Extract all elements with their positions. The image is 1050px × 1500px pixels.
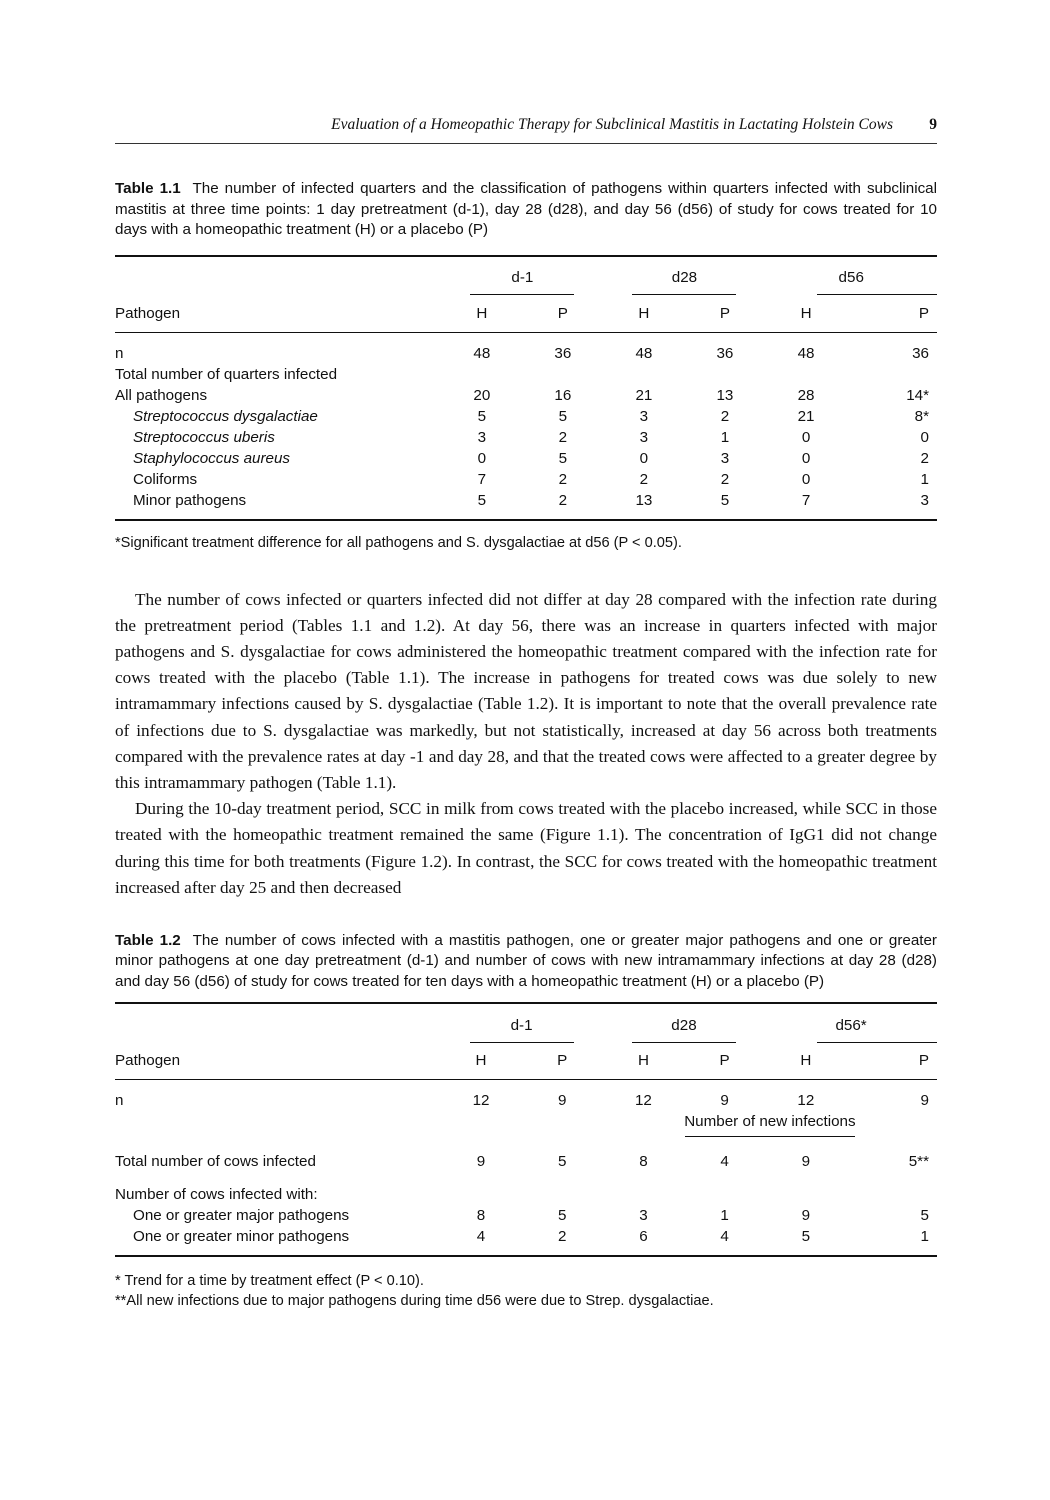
cell: 20 (473, 386, 491, 404)
cell: 7 (477, 470, 487, 488)
cell: 1 (720, 428, 730, 446)
cell: 12 (472, 1092, 490, 1110)
cell: 6 (639, 1228, 648, 1246)
table-row (115, 406, 937, 427)
row-label: Streptococcus dysgalactiae (133, 407, 318, 425)
table1 (115, 255, 937, 521)
cell: 48 (473, 344, 491, 362)
group-rule (632, 1042, 736, 1043)
cell: 4 (720, 1228, 729, 1246)
table2-group-d56 (765, 1003, 937, 1044)
cell: 5 (801, 1228, 811, 1246)
cell: 36 (716, 344, 734, 362)
table-row (115, 448, 937, 469)
cell: 2 (558, 428, 568, 446)
cell: 5 (720, 491, 730, 509)
table1-group-d-1 (441, 256, 603, 297)
table2-section-row (115, 1184, 937, 1205)
cell: 5 (558, 407, 568, 425)
row-label: n (115, 344, 124, 362)
cell: 0 (801, 428, 811, 446)
table2-column-header-row (115, 1044, 937, 1080)
group-label: d28 (671, 1016, 697, 1034)
col-header: P (918, 304, 929, 322)
cell: 2 (720, 470, 730, 488)
running-title: Evaluation of a Homeopathic Therapy for Subclinical Mastitis in Lactating Holstein Cows (331, 116, 893, 133)
cell: 3 (720, 449, 730, 467)
group-rule (817, 1042, 937, 1043)
cell: 9 (558, 1092, 567, 1110)
cell: 9 (801, 1207, 811, 1225)
running-head (115, 110, 937, 140)
row-label: One or greater major pathogens (133, 1207, 350, 1225)
group-rule (632, 294, 736, 295)
table1-footnote: *Significant treatment difference for all pathogens and S. dysgalactiae at d56 (P < 0.05). (115, 534, 682, 551)
table1-col-pathogen: Pathogen (115, 304, 181, 322)
row-label: One or greater minor pathogens (133, 1228, 350, 1246)
cell: 0 (801, 449, 811, 467)
table2-footnote-1: * Trend for a time by treatment effect (P < 0.10). (115, 1273, 424, 1290)
new-infections-label: Number of new infections (603, 1111, 937, 1151)
table1-caption (115, 179, 937, 241)
col-header: P (557, 1052, 568, 1070)
table1-group-header-row (115, 256, 937, 297)
cell: 0 (920, 428, 929, 446)
page-number: 9 (929, 116, 937, 133)
table-row (115, 332, 937, 364)
table-row (115, 1226, 937, 1256)
cell: 36 (554, 344, 572, 362)
table2-col-pathogen: Pathogen (115, 1052, 181, 1070)
group-label: d-1 (511, 269, 534, 286)
cell: 4 (720, 1153, 729, 1171)
table2-group-header-row (115, 1003, 937, 1044)
body-paragraph-2: During the 10-day treatment period, SCC in milk from cows treated with the placebo increased, while SCC in those treated with the homeopathic treatment remained the same (Figure 1.1). The concentration of IgG1 did not change during this time for both treatments (Figure 1.2). In contrast, the SCC for cows treated with the homeopathic treatment increased after day 25 and then decreased (115, 799, 937, 897)
row-label: Staphylococcus aureus (133, 449, 291, 467)
table2-label: Table 1.2 (115, 931, 181, 949)
cell: 9 (920, 1092, 929, 1110)
group-label: d56 (838, 269, 864, 286)
section-label: Number of cows infected with: (115, 1186, 318, 1204)
table-row (115, 1205, 937, 1226)
row-label: Coliforms (133, 470, 198, 488)
table1-section-row (115, 364, 937, 385)
cell: 48 (635, 344, 653, 362)
row-label: Total number of cows infected (115, 1153, 316, 1171)
group-label: d56* (835, 1016, 867, 1034)
table2-caption-text: The number of cows infected with a mastitis pathogen, one or greater major pathogens and one or greater minor pathogens at one day pretreatment (d-1) and number of cows with new intramammary infections at day 28 (d28) and day 56 (d56) of study for cows treated for ten days with a homeopathic treatment (H) or a placebo (P) (115, 931, 937, 990)
cell: 3 (920, 491, 929, 509)
cell: 21 (797, 407, 815, 425)
cell: 2 (920, 449, 929, 467)
cell: 2 (720, 407, 730, 425)
cell: 5 (558, 1153, 567, 1171)
table1-caption-text: The number of infected quarters and the classification of pathogens within quarters infected with subclinical mastitis at three time points: 1 day pretreatment (d-1), day 28 (d28), and day 56 (d56) of study for cows treated for 10 days with a homeopathic treatment (H) or a placebo (P) (115, 180, 938, 238)
table2-footnote-2: **All new infections due to major pathogens during time d56 were due to Strep. dysgalactiae. (115, 1293, 714, 1310)
table1-label: Table 1.1 (115, 180, 181, 197)
cell: 28 (797, 386, 815, 404)
cell: 2 (639, 470, 649, 488)
cell: 36 (912, 344, 929, 362)
table2 (115, 1002, 937, 1257)
cell: 7 (801, 491, 811, 509)
cell: 1 (920, 1228, 929, 1246)
table2-caption (115, 931, 937, 993)
col-header: P (719, 304, 730, 322)
col-header: P (557, 304, 568, 322)
col-header: H (800, 1052, 812, 1070)
col-header: H (475, 1052, 487, 1070)
cell: 5 (477, 407, 487, 425)
cell: 8 (476, 1207, 486, 1225)
cell: 13 (716, 386, 734, 404)
group-rule (470, 294, 574, 295)
page (115, 110, 937, 1311)
cell: 12 (797, 1092, 815, 1110)
table2-new-infections-row (115, 1111, 937, 1151)
table2-group-d28 (603, 1003, 765, 1044)
cell: 48 (797, 344, 815, 362)
row-label: Minor pathogens (133, 491, 247, 509)
table1-group-d56 (765, 256, 937, 297)
row-label: All pathogens (115, 386, 208, 404)
col-header: P (719, 1052, 730, 1070)
col-header: H (800, 304, 812, 322)
cell: 9 (720, 1092, 729, 1110)
row-label: Streptococcus uberis (133, 428, 275, 446)
table-row (115, 385, 937, 406)
body-paragraph-1: The number of cows infected or quarters infected did not differ at day 28 compared with the infection rate during the pretreatment period (Tables 1.1 and 1.2). At day 56, there was an increase in quarters infected with major pathogens and S. dysgalactiae for cows administered the homeopathic treatment compared with the infection rate for cows treated with the placebo (Table 1.1). The increase in pathogens for treated cows was due solely to new intramammary infections caused by S. dysgalactiae (Table 1.2). It is important to note that the overall prevalence rate of infections due to S. dysgalactiae was markedly, but not statistically, increased at day 56 across both treatments compared with the prevalence rates at day -1 and day 28, and that the treated cows were affected to a greater degree by this intramammary pathogen (Table 1.1). (115, 589, 937, 792)
row-label: n (115, 1092, 124, 1110)
table1-column-header-row (115, 297, 937, 333)
cell: 8 (639, 1153, 648, 1171)
cell: 3 (639, 428, 649, 446)
cell: 3 (639, 407, 649, 425)
cell: 21 (635, 386, 653, 404)
table1-group-d28 (603, 256, 765, 297)
cell: 1 (720, 1207, 729, 1225)
cell: 16 (554, 386, 572, 404)
col-header: H (637, 1052, 649, 1070)
cell: 12 (634, 1092, 652, 1110)
cell: 2 (558, 470, 568, 488)
cell: 3 (477, 428, 487, 446)
cell: 9 (801, 1153, 811, 1171)
col-header: P (918, 1052, 929, 1070)
cell: 0 (639, 449, 649, 467)
section-label: Total number of quarters infected (115, 365, 338, 383)
cell: 2 (558, 491, 568, 509)
col-header: H (638, 304, 650, 322)
cell: 9 (476, 1153, 486, 1171)
cell: 8* (914, 407, 929, 425)
table-row (115, 427, 937, 448)
group-rule (470, 1042, 574, 1043)
cell: 4 (476, 1228, 486, 1246)
cell: 14* (906, 386, 929, 404)
cell: 2 (558, 1228, 567, 1246)
table-row (115, 469, 937, 490)
group-label: d-1 (510, 1016, 533, 1034)
col-header: H (476, 304, 488, 322)
cell: 0 (477, 449, 487, 467)
cell: 3 (639, 1207, 648, 1225)
new-infections-rule (685, 1136, 855, 1137)
cell: 13 (635, 491, 653, 509)
group-rule (817, 294, 937, 295)
cell: 5 (558, 449, 568, 467)
table-row (115, 1080, 937, 1112)
table-row (115, 490, 937, 520)
group-label: d28 (671, 269, 698, 286)
cell: 5 (920, 1207, 929, 1225)
cell: 5 (558, 1207, 567, 1225)
table-row (115, 1151, 937, 1184)
cell: 5** (908, 1153, 929, 1171)
body-text (115, 587, 937, 901)
cell: 5 (477, 491, 487, 509)
header-rule (115, 143, 937, 144)
table2-group-d-1 (440, 1003, 602, 1044)
cell: 1 (920, 470, 929, 488)
cell: 0 (801, 470, 811, 488)
